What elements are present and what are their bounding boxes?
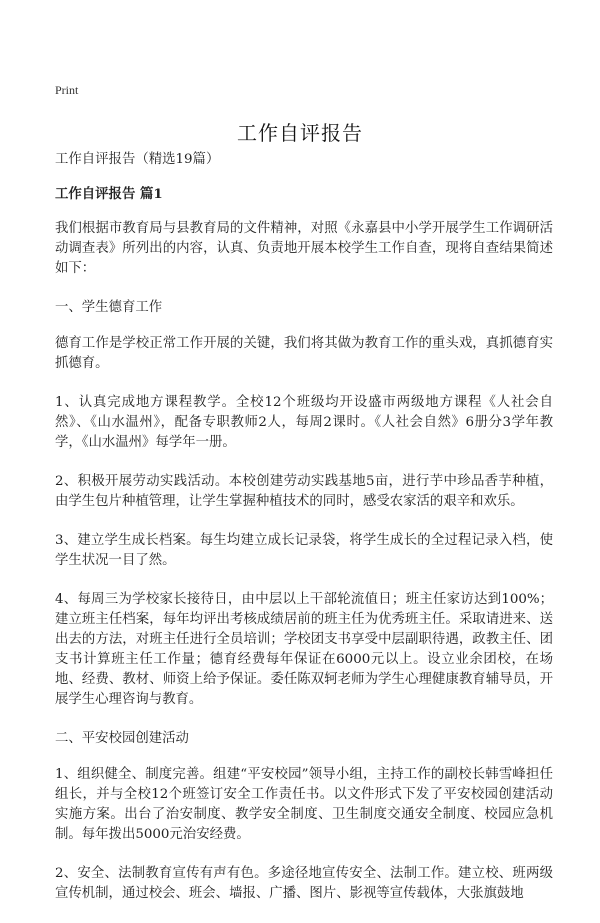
document-title: 工作自评报告 [237,121,363,145]
print-link[interactable]: Print [55,83,79,97]
moral-education-intro-paragraph: 德育工作是学校正常工作开展的关键，我们将其做为教育工作的重头戏，真抓德育实抓德育。 [55,336,553,371]
document-body [55,150,553,923]
item-safety-legal-education: 2、安全、法制教育宣传有声有色。多途径地宣传安全、法制工作。建立校、班两级宣传机制，通过校会、班会、墙报、广播、图片、影视等宣传载体，大张旗鼓地 [55,866,553,901]
item-growth-records: 3、建立学生成长档案。每生均建立成长记录袋，将学生成长的全过程记录入档，使学生状况一目了然。 [55,533,553,568]
item-parent-reception: 4、每周三为学校家长接待日，由中层以上干部轮流值日；班主任家访达到100%；建立班主任档案，每年均评出考核成绩居前的班主任为优秀班主任。采取请进来、送出去的方法，对班主任进行全员培训；学校团支书享受中层副职待遇，政教主任、团支书计算班主任工作量；德育经费每年保证在6000元以上。设立业余团校，在场地、经费、教材、师资上给予保证。委任陈双轲老师为学生心理健康教育辅导员，开展学生心理咨询与教育。 [55,592,553,707]
item-local-curriculum: 1、认真完成地方课程教学。全校12个班级均开设盛市两级地方课程《人社会自然》、《山水温州》，配备专职教师2人，每周2课时。《人社会自然》6册分3学年教学，《山水温州》每学年一册。 [55,395,553,450]
intro-paragraph: 我们根据市教育局与县教育局的文件精神，对照《永嘉县中小学开展学生工作调研活动调查表》所列出的内容，认真、负责地开展本校学生工作自查，现将自查结果简述如下： [55,221,553,276]
chapter-heading: 工作自评报告 篇1 [55,186,163,202]
section-heading-moral-education: 一、学生德育工作 [55,300,163,315]
item-labor-practice: 2、积极开展劳动实践活动。本校创建劳动实践基地5亩，进行芋中珍品香芋种植，由学生包片种植管理，让学生掌握种植技术的同时，感受农家活的艰辛和欢乐。 [55,474,553,509]
item-organization-rules: 1、组织健全、制度完善。组建“平安校园”领导小组，主持工作的副校长韩雪峰担任组长，并与全校12个班签订安全工作责任书。以文件形式下发了平安校园创建活动实施方案。出台了治安制度、教学安全制度、卫生制度交通安全制度、校园应急机制。每年拨出5000元治安经费。 [55,767,553,842]
section-heading-safe-campus: 二、平安校园创建活动 [55,731,189,746]
document-subtitle: 工作自评报告（精选19篇） [55,152,220,167]
